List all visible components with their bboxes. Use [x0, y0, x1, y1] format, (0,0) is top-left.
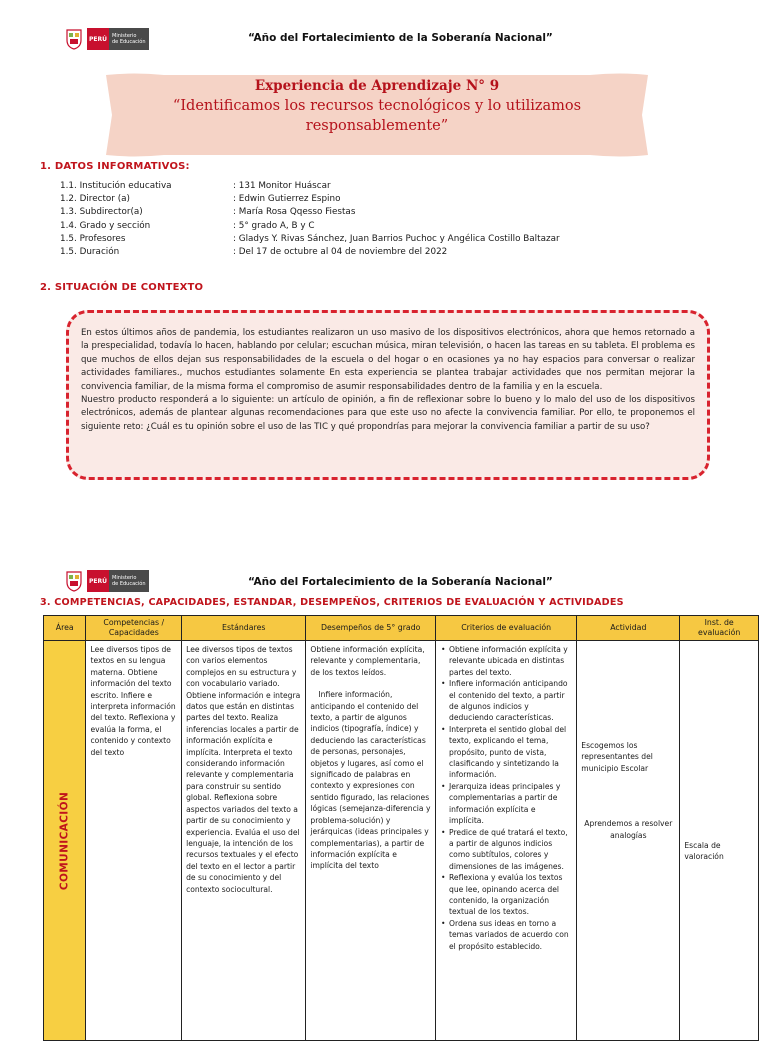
ministry-line-2: de Educación — [112, 39, 146, 45]
col-header-competencias: Competencias / Capacidades — [86, 616, 182, 641]
desempenos-cell — [306, 641, 436, 1041]
info-row — [60, 220, 560, 233]
col-header-area: Área — [44, 616, 86, 641]
criteria-item: • Jerarquiza ideas principales y complementarias a partir de información explícita e implícita. — [449, 781, 572, 827]
area-label: COMUNICACIÓN — [58, 791, 71, 890]
year-title-2: “Año del Fortalecimiento de la Soberanía Nacional” — [248, 576, 553, 588]
table-header-row — [44, 616, 759, 641]
experience-subtitle: “Identificamos los recursos tecnológicos y lo utilizamos responsablemente” — [172, 98, 582, 134]
experience-title: Experiencia de Aprendizaje N° 9 — [254, 78, 500, 94]
info-label: 1.5. Duración — [60, 247, 120, 258]
section-heading-contexto: 2. SITUACIÓN DE CONTEXTO — [40, 282, 204, 293]
criteria-item: • Predice de qué tratará el texto, a partir de algunos indicios como subtítulos, colores y dimensiones de las imágenes. — [449, 827, 572, 873]
info-value: : 131 Monitor Huáscar — [233, 181, 331, 191]
criteria-item: • Interpreta el sentido global del texto, explicando el tema, propósito, punto de vista, clasificando y sintetizando la información. — [449, 724, 572, 781]
coat-of-arms-icon — [64, 570, 84, 592]
criteria-item: • Reflexiona y evalúa los textos que lee, opinando acerca del contenido, la organización textual de los textos. — [449, 872, 572, 918]
desempeno-item: Infiere información, anticipando el contenido del texto, a partir de algunos indicios (tipografía, índice) y deduciendo las características de personas, personajes, objetos y lugares, así como el significado de palabras en contexto y expresiones con sentido figurado, las relaciones lógicas (semejanza-diferencia y problema-solución) y jerárquicas (ideas principales y complementarias), a partir de información explícita e implícita del texto — [310, 690, 431, 871]
competencias-cell: Lee diversos tipos de textos en su lengua materna. Obtiene información del texto escrito. Infiere e interpreta información del texto. Reflexiona y evalúa la forma, el contenido y contexto del texto — [86, 641, 182, 1041]
desempeno-item: Obtiene información explícita, relevante y complementaria, de los textos leídos. — [310, 645, 425, 677]
info-row — [60, 206, 560, 219]
actividad-cell — [577, 641, 680, 1041]
activity-item: Aprendemos a resolver analogías — [584, 819, 673, 840]
activity-item: Escogemos los representantes del municipio Escolar — [581, 741, 653, 773]
info-label: 1.2. Director (a) — [60, 194, 130, 205]
instrumento-cell — [680, 641, 759, 1041]
info-value: : María Rosa Qqesso Fiestas — [233, 207, 356, 218]
context-paragraph-1: En estos últimos años de pandemia, los estudiantes realizaron un uso masivo de los dispositivos electrónicos, ahora que hemos retornado a la prespecialidad, todavía lo hacen, hablando por celular; escuchan música, miran televisión, o hacen las tareas en su tableta. El problema es que muchos de ellos dejan sus responsabilidades de la escuela o del hogar o en ocasiones ya no hay espacios para conversar o realizar actividades familiares., muchos estudiantes solamente En esta experiencia se plantea trabajar actividades que nos permitan mejorar la convivencia familiar, de la misma forma el compromiso de asumir responsabilidades dentro de la familia y en la escuela. — [81, 328, 695, 392]
estandares-cell: Lee diversos tipos de textos con varios elementos complejos en su estructura y con vocabulario variado. Obtiene información e integra datos que están en distintas partes del texto. Realiza inferencias locales a partir de información explícita e implícita. Interpreta el texto considerando información relevante y complementaria para construir su sentido global. Reflexiona sobre aspectos variados del texto a partir de su conocimiento y experiencia. Evalúa el uso del lenguaje, la intención de los recursos textuales y el efecto del texto en el lector a partir de su conocimiento y del contexto sociocultural. — [182, 641, 306, 1041]
criterios-cell — [436, 641, 577, 1041]
instrument-item: Escala de valoración — [684, 841, 724, 862]
info-value: : Del 17 de octubre al 04 de noviembre del 2022 — [233, 247, 448, 258]
area-cell — [44, 641, 86, 1041]
col-header-desempenos: Desempeños de 5° grado — [306, 616, 436, 641]
section-heading-datos: 1. DATOS INFORMATIVOS: — [40, 161, 190, 172]
context-box — [66, 310, 710, 480]
info-row — [60, 233, 560, 246]
table-row — [44, 641, 759, 1041]
competencies-table — [43, 615, 759, 1041]
ministry-line-2: de Educación — [112, 581, 146, 587]
section-heading-competencias: 3. COMPETENCIAS, CAPACIDADES, ESTANDAR, DESEMPEÑOS, CRITERIOS DE EVALUACIÓN Y ACTIVIDADES — [40, 597, 624, 608]
year-title: “Año del Fortalecimiento de la Soberanía Nacional” — [248, 32, 553, 44]
info-row — [60, 180, 560, 193]
criteria-item: • Ordena sus ideas en torno a temas variados de acuerdo con el propósito establecido. — [449, 918, 572, 952]
col-header-criterios: Criterios de evaluación — [436, 616, 577, 641]
ministry-label — [109, 28, 149, 50]
info-label: 1.3. Subdirector(a) — [60, 207, 143, 218]
info-row — [60, 193, 560, 206]
ministry-label — [109, 570, 149, 592]
criteria-item: • Infiere información anticipando el contenido del texto, a partir de algunos indicios y deduciendo características. — [449, 678, 572, 724]
ministry-logo-2 — [64, 568, 149, 594]
ministry-logo — [64, 26, 149, 52]
info-value: : 5° grado A, B y C — [233, 220, 315, 231]
info-value: : Gladys Y. Rivas Sánchez, Juan Barrios Puchoc y Angélica Costillo Baltazar — [233, 233, 560, 244]
info-label: 1.4. Grado y sección — [60, 220, 151, 231]
info-list — [60, 180, 560, 259]
col-header-instrumento: Inst. de evaluación — [680, 616, 759, 641]
ministry-line-1: Ministerio — [112, 33, 137, 39]
info-value: : Edwin Gutierrez Espino — [233, 194, 341, 205]
peru-label: PERÚ — [87, 28, 109, 50]
ministry-line-1: Ministerio — [112, 575, 137, 581]
criteria-item: • Obtiene información explícita y relevante ubicada en distintas partes del texto. — [449, 644, 572, 678]
col-header-actividad: Actividad — [577, 616, 680, 641]
info-label: 1.1. Institución educativa — [60, 181, 172, 191]
context-paragraph-2: Nuestro producto responderá a lo siguiente: un artículo de opinión, a fin de reflexionar sobre lo bueno y lo malo del uso de los dispositivos electrónicos, además de plantear algunas recomendaciones para que este uso no afecte la convivencia familiar. Por ello, te proponemos el siguiente reto: ¿Cuál es tu opinión sobre el uso de las TIC y qué propondrías para mejorar la convivencia familiar a partir de su uso? — [81, 395, 695, 432]
title-banner — [104, 72, 650, 158]
info-label: 1.5. Profesores — [60, 233, 126, 244]
info-row — [60, 246, 560, 259]
col-header-estandares: Estándares — [182, 616, 306, 641]
criteria-list — [440, 644, 572, 952]
peru-label: PERÚ — [87, 570, 109, 592]
coat-of-arms-icon — [64, 28, 84, 50]
